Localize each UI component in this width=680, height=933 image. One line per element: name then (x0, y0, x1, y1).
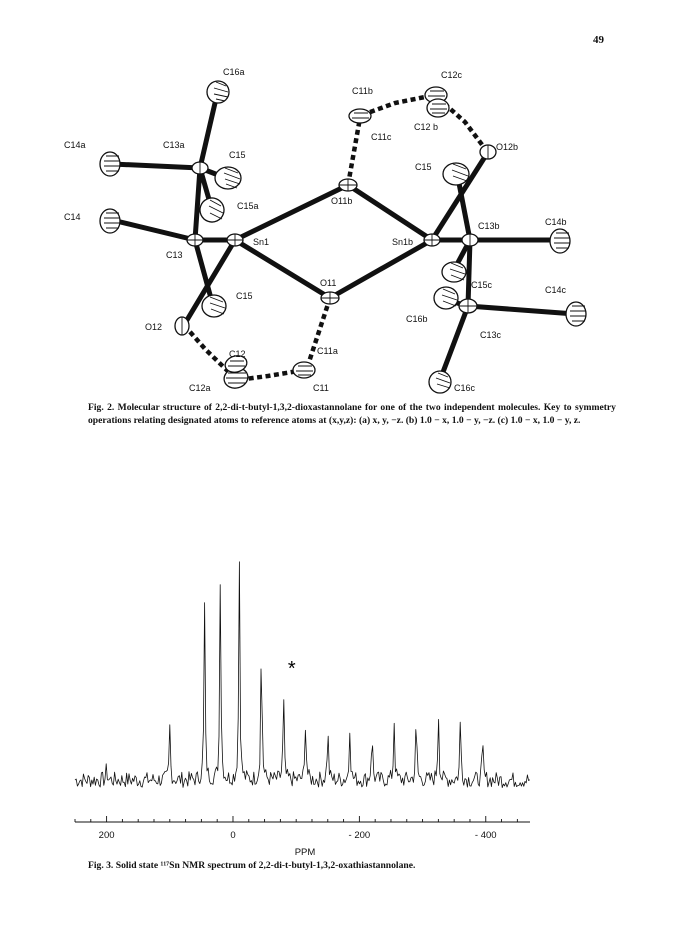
atom-label-o11b: O11b (331, 196, 353, 206)
figure-2-caption-text: Molecular structure of 2,2-di-t-butyl-1,3,2-dioxastannolane for one of the two independent molecules. Key to symmetry operations relating designated atoms to reference atoms at (x,y,z): (a) x, y, −z. (b) 1.0 − x, 1.0 − y, −z. (c) 1.0 − x, 1.0 − y, z. (88, 402, 616, 426)
atom-label-c14c: C14c (545, 285, 567, 295)
atom-label-sn1: Sn1 (253, 237, 270, 247)
atom-label-o12b: O12b (496, 142, 519, 152)
atom-label-c11a: C11a (317, 346, 338, 356)
atom-label-c16a: C16a (223, 67, 245, 77)
x-axis-title: PPM (294, 847, 316, 858)
solid-bonds (112, 90, 575, 380)
nmr-spectrum-figure (75, 562, 530, 858)
atom-label-c12c: C12c (441, 70, 463, 80)
atom-label-c16c: C16c (454, 383, 476, 393)
atom-label-c13: C13 (166, 250, 183, 260)
atom-label-c13b: C13b (478, 221, 500, 231)
atom-label-o11: O11 (320, 278, 337, 288)
atom-label-c11: C11 (313, 383, 329, 393)
atom-label-c15-right: C15 (415, 162, 432, 172)
figure-3-caption-text: Solid state ¹¹⁷Sn NMR spectrum of 2,2-di-t-butyl-1,3,2-oxathiastannolane. (115, 860, 416, 871)
atom-label-sn1b: Sn1b (392, 237, 414, 247)
figure-3-caption (88, 860, 616, 873)
figure-2-caption-label: Fig. 2. (88, 402, 115, 413)
spectrum-trace (75, 562, 530, 788)
atom-label-c14b: C14b (545, 217, 567, 227)
atom-label-c13c: C13c (480, 330, 502, 340)
atom-label-c13a: C13a (163, 140, 185, 150)
x-tick-label: 200 (98, 830, 115, 841)
atom-label-c12a: C12a (189, 383, 211, 393)
atom-label-c11b: C11b (352, 86, 373, 96)
atom-label-c12: C12 (229, 349, 246, 359)
atom-label-c15-upper: C15 (229, 150, 246, 160)
spurious-peak-asterisk: * (287, 658, 296, 680)
x-tick-label: - 400 (474, 830, 497, 841)
atom-labels (64, 67, 567, 393)
atom-label-c15a: C15a (237, 201, 259, 211)
x-tick-label: - 200 (348, 830, 371, 841)
atom-label-c15c: C15c (471, 280, 493, 290)
x-tick-label: 0 (230, 830, 236, 841)
figure-3-caption-label: Fig. 3. (88, 860, 114, 871)
atom-label-c15: C15 (236, 291, 253, 301)
atom-label-c14a: C14a (64, 140, 86, 150)
page-number: 49 (593, 34, 604, 46)
figure-2-caption (88, 402, 616, 427)
atom-label-c16b: C16b (406, 314, 428, 324)
x-axis (75, 816, 530, 841)
atom-label-c11c: C11c (371, 132, 392, 142)
atom-label-c12b: C12 b (414, 122, 439, 132)
atom-label-c14: C14 (64, 212, 81, 222)
atom-label-o12: O12 (145, 322, 163, 332)
molecular-structure-figure (64, 67, 586, 393)
